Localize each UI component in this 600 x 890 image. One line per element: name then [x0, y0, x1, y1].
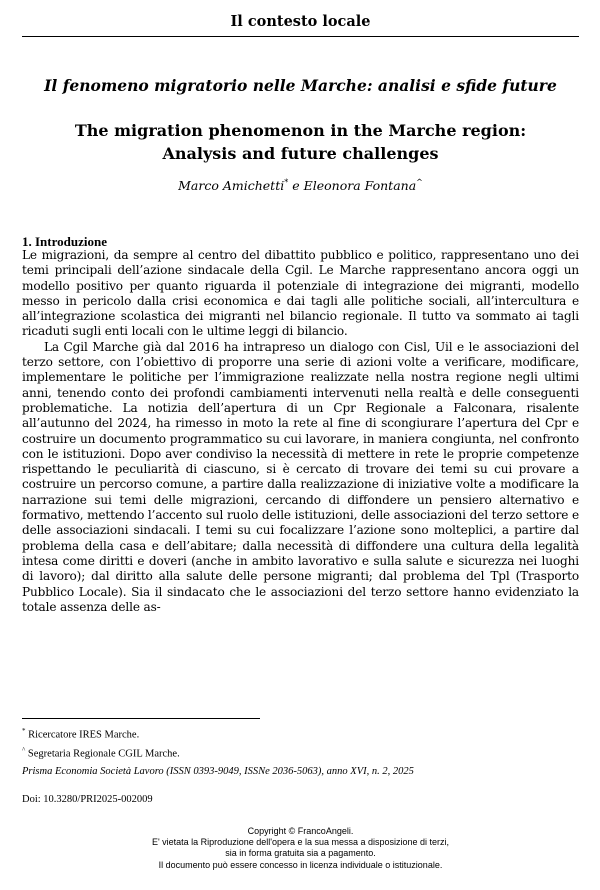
doi: Doi: 10.3280/PRI2025-002009: [22, 794, 153, 805]
footnote-rule: [22, 718, 260, 719]
author-2-footnote-mark: ^: [416, 178, 423, 187]
copyright-line: E' vietata la Riproduzione dell'opera e la sua messa a disposizione di terzi,: [151, 837, 450, 848]
author-1-footnote-mark: *: [284, 178, 289, 187]
header-rule: [22, 36, 579, 37]
journal-citation: Prisma Economia Società Lavoro (ISSN 0393-9049, ISSNe 2036-5063), anno XVI, n. 2, 2025: [22, 766, 414, 777]
footnotes: [22, 724, 180, 761]
paragraph: La Cgil Marche già dal 2016 ha intrapreso un dialogo con Cisl, Uil e le associazioni del terzo settore, con l’obiettivo di proporre una serie di azioni volte a verificare, modificare, implementare le politiche per l’immigrazione realizzate nella nostra regione negli ultimi anni, tenendo conto dei profondi cambiamenti intervenuti nella realtà e delle conseguenti problematiche. La notizia dell’apertura di un Cpr Regionale a Falconara, risalente all’autunno del 2024, ha rimesso in moto la rete al fine di scongiurare l’apertura del Cpr e costruire un documento programmatico su cui lavorare, in maniera congiunta, nel confronto con le istituzioni. Dopo aver condiviso la necessità di mettere in rete le proprie competenze rispettando le peculiarità di ciascuno, si è cercato di trovare dei temi su cui provare a costruire un percorso comune, a partire dalla realizzazione di iniziative volte a modificare la narrazione sui temi delle migrazioni, cercando di diffondere un pensiero alternativo e formativo, mettendo l’accento sul ruolo delle istituzioni, delle associazioni del terzo settore e delle associazioni sindacali. I temi su cui focalizzare l’azione sono molteplici, a partire dal problema della casa e dell’abitare; dalla necessità di diffondere una cultura della legalità intesa come diritti e doveri (anche in ambito lavorativo e sulla salute e sicurezza nei luoghi di lavoro); dal diritto alla salute delle persone migranti; dal problema del Tpl (Trasporto Pubblico Locale). Sia il sindacato che le associazioni del terzo settore hanno evidenziato la totale assenza delle as-: [22, 339, 579, 614]
copyright-line: Il documento può essere concesso in licenza individuale o istituzionale.: [158, 859, 443, 870]
author-separator: e: [288, 178, 304, 194]
title-english: [22, 119, 579, 165]
title-english-line-2: Analysis and future challenges: [162, 144, 439, 163]
footnote: [22, 743, 180, 762]
section-heading: 1. Introduzione: [22, 234, 107, 249]
copyright-line: Copyright © FrancoAngeli.: [247, 826, 354, 836]
author-line: [22, 178, 579, 193]
footnote-text: Segretaria Regionale CGIL Marche.: [25, 748, 180, 759]
copyright-notice: [22, 826, 579, 871]
title-english-line-1: The migration phenomenon in the Marche region:: [74, 121, 527, 140]
copyright-line: sia in forma gratuita sia a pagamento.: [225, 848, 376, 859]
body-text: [22, 248, 579, 615]
footnote: [22, 724, 180, 743]
paragraph: Le migrazioni, da sempre al centro del dibattito pubblico e politico, rappresentano uno dei temi principali dell’azione sindacale della Cgil. Le Marche rappresentano ancora oggi un modello positivo per quanto riguarda il potenziale di integrazione dei migranti, modello messo in pericolo dalla crisi economica e dai tagli alle politiche sociali, all’intercultura e all’integrazione scolastica dei migranti nel bilancio regionale. Il tutto va sommato ai tagli ricaduti sugli enti locali con le ultime leggi di bilancio.: [22, 248, 579, 339]
footnote-mark: ^: [22, 745, 26, 754]
footnote-mark: *: [22, 727, 26, 735]
footnote-text: Ricercatore IRES Marche.: [25, 729, 140, 741]
author-2: Eleonora Fontana: [303, 178, 417, 194]
running-title: Il contesto locale: [230, 13, 371, 30]
title-italian: Il fenomeno migratorio nelle Marche: analisi e sfide future: [44, 76, 557, 95]
author-1: Marco Amichetti: [178, 178, 285, 194]
